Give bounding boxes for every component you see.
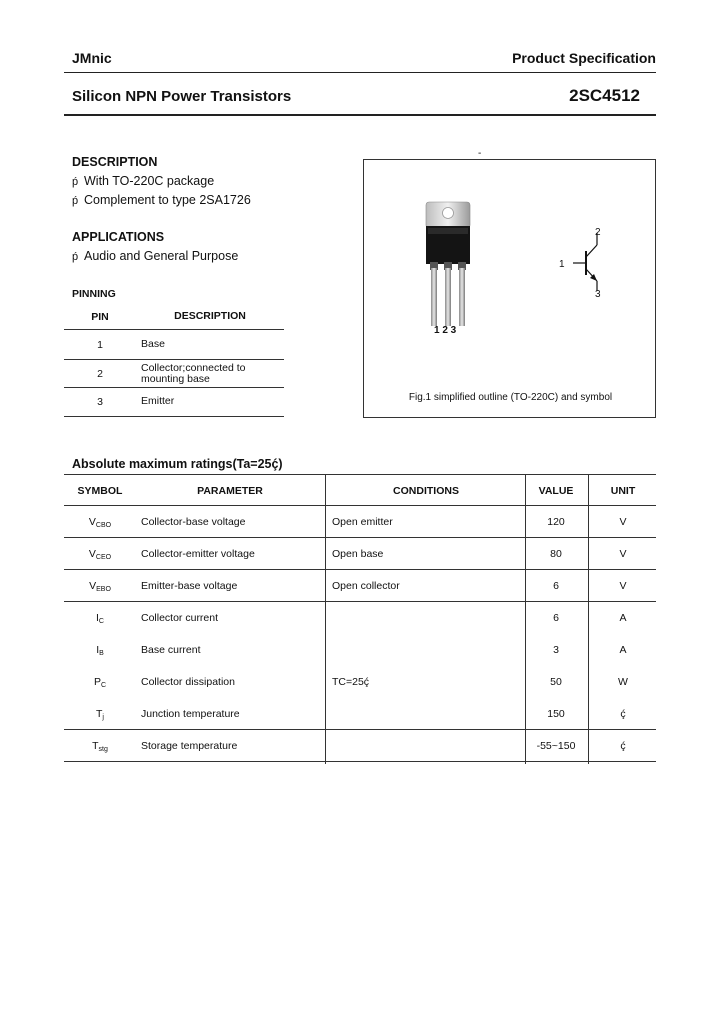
- parameter-col-header: PARAMETER: [197, 485, 263, 497]
- ratings-header-row: [64, 474, 656, 506]
- ratings-row: $V_{CBO}$ Collector-base voltage Open emitter 120 V: [64, 506, 656, 538]
- header-rule: [64, 72, 656, 73]
- ratings-table: [64, 474, 656, 762]
- bullet-mark: ṕ: [72, 251, 79, 263]
- pinning-row: 3 Emitter: [64, 388, 284, 417]
- symbol-pin-1-label: 1: [559, 259, 565, 270]
- part-number: 2SC4512: [569, 86, 640, 105]
- ratings-row: $V_{CEO}$ Collector-emitter voltage Open base 80 V: [64, 538, 656, 570]
- document-type: Product Specification: [512, 50, 656, 66]
- pinning-table: [64, 302, 284, 417]
- figure-box: [363, 159, 656, 418]
- ratings-row: $I_C$ Collector current 6 A: [96, 612, 627, 625]
- symbol-pin-2-label: 2: [595, 227, 601, 238]
- bullet-mark: ṕ: [72, 195, 79, 207]
- applications-heading: APPLICATIONS: [72, 230, 165, 244]
- desc-col-header: DESCRIPTION: [174, 310, 246, 322]
- figure-caption: Fig.1 simplified outline (TO-220C) and symbol: [408, 392, 613, 403]
- figure-top-mark: -: [478, 148, 482, 159]
- package-pin-numbers: 1 2 3: [434, 325, 457, 336]
- description-heading: DESCRIPTION: [72, 155, 158, 169]
- title-rule: [64, 114, 656, 116]
- symbol-pin-3-label: 3: [595, 289, 601, 300]
- npn-transistor-symbol: [569, 225, 649, 305]
- conditions-col-header: CONDITIONS: [393, 485, 459, 497]
- description-item: ṕ Complement to type 2SA1726: [72, 193, 251, 207]
- product-title: Silicon NPN Power Transistors: [72, 88, 292, 105]
- unit-col-header: UNIT: [610, 485, 636, 497]
- column-divider: [525, 474, 526, 764]
- pinning-row: 2 Collector;connected to mounting base: [64, 360, 284, 388]
- ratings-row: $P_C$ Collector dissipation TC=25ḉ 50 W: [93, 676, 628, 689]
- ratings-row: $T_{stg}$ Storage temperature -55~150 ḉ: [64, 730, 656, 762]
- applications-item: ṕ Audio and General Purpose: [72, 249, 239, 263]
- pinning-row: 1 Base: [64, 330, 284, 360]
- symbol-col-header: SYMBOL: [77, 485, 123, 497]
- bullet-mark: ṕ: [72, 176, 79, 188]
- to220-package-image: [416, 200, 486, 330]
- column-divider: [325, 474, 326, 764]
- ratings-row: $V_{EBO}$ Emitter-base voltage Open collector 6 V: [64, 570, 656, 602]
- pinning-heading: PINNING: [72, 288, 116, 300]
- ratings-row: $I_B$ Base current 3 A: [96, 644, 627, 657]
- pin-col-header: PIN: [91, 311, 109, 323]
- pinning-header-row: [64, 302, 284, 330]
- value-col-header: VALUE: [538, 485, 574, 497]
- ratings-title: Absolute maximum ratings(Ta=25ḉ): [72, 457, 283, 471]
- description-item: ṕ With TO-220C package: [72, 174, 215, 188]
- brand-name: JMnic: [72, 50, 112, 66]
- column-divider: [588, 474, 589, 764]
- ratings-row: $T_j$ Junction temperature 150 ḉ: [64, 698, 656, 730]
